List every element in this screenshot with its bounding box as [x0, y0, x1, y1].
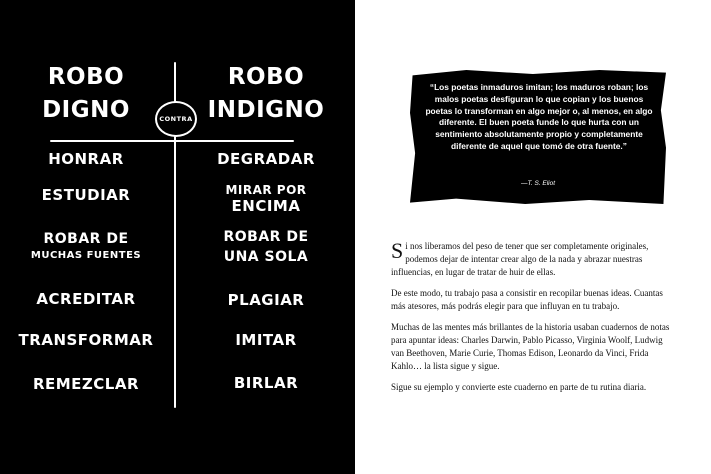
row-transformar: TRANSFORMAR: [18, 331, 154, 349]
versus-circle: [155, 101, 197, 137]
header-left-line1: ROBO: [47, 64, 125, 90]
right-page: [355, 0, 711, 474]
row-acreditar: ACREDITAR: [36, 290, 136, 308]
quote-author: —T. S. Eliot: [520, 180, 556, 187]
row-estudiar: ESTUDIAR: [41, 186, 131, 204]
paragraph-4: Sigue su ejemplo y convierte este cuaderno en parte de tu rutina diaria.: [391, 382, 647, 393]
header-left-line2: DIGNO: [42, 97, 130, 123]
header-right-line2: INDIGNO: [207, 97, 325, 123]
body-text: [391, 240, 673, 402]
row-robar-muchas-line1: ROBAR DE: [43, 231, 129, 247]
row-robar-muchas-line2: MUCHAS FUENTES: [30, 250, 142, 261]
row-degradar: DEGRADAR: [217, 150, 315, 168]
quote-text: “Los poetas inmaduros imitan; los maduros roban; los malos poetas desfiguran lo que copian y los buenos poetas lo transforman en algo mejor o, al menos, en algo diferente. El buen poeta funde lo que hurta con un sentimiento absolutamente propio y completamente diferente de aquel que tomó de otra fuente.”: [425, 82, 653, 151]
paragraph-3: Muchas de las mentes más brillantes de la historia usaban cuadernos de notas para apuntar ideas: Charles Darwin, Pablo Picasso, Virginia Woolf, Ludwig van Beethoven, Marie Curie, Thomas Edison, Leonardo da Vinci, Frida Kahlo… la lista sigue y sigue.: [391, 322, 670, 372]
paragraph-2: De este modo, tu trabajo pasa a consistir en recopilar buenas ideas. Cuantas más atesores, más podrás elegir para que influyan en tu trabajo.: [391, 288, 663, 312]
paragraph-1: [391, 240, 673, 279]
row-plagiar: PLAGIAR: [227, 291, 305, 309]
row-mirar-line2: ENCIMA: [231, 197, 301, 215]
paragraph-1-text: i nos liberamos del peso de tener que ser completamente originales, podemos dejar de intentar crear algo de la nada y abrazar nuestras influencias, en lugar de tratar de huir de ellas.: [391, 241, 649, 278]
row-imitar: IMITAR: [235, 331, 297, 349]
row-birlar: BIRLAR: [233, 374, 299, 392]
row-honrar: HONRAR: [48, 150, 124, 168]
row-robar-una-line1: ROBAR DE: [223, 229, 309, 245]
header-right-line1: ROBO: [227, 64, 305, 90]
row-remezclar: REMEZCLAR: [32, 375, 140, 393]
horizontal-divider: [50, 140, 294, 142]
drop-cap: S: [391, 238, 404, 263]
row-mirar-line1: MIRAR POR: [225, 183, 307, 197]
left-page: [0, 0, 355, 474]
versus-label: CONTRA: [159, 115, 193, 123]
row-robar-una-line2: UNA SOLA: [223, 249, 309, 265]
